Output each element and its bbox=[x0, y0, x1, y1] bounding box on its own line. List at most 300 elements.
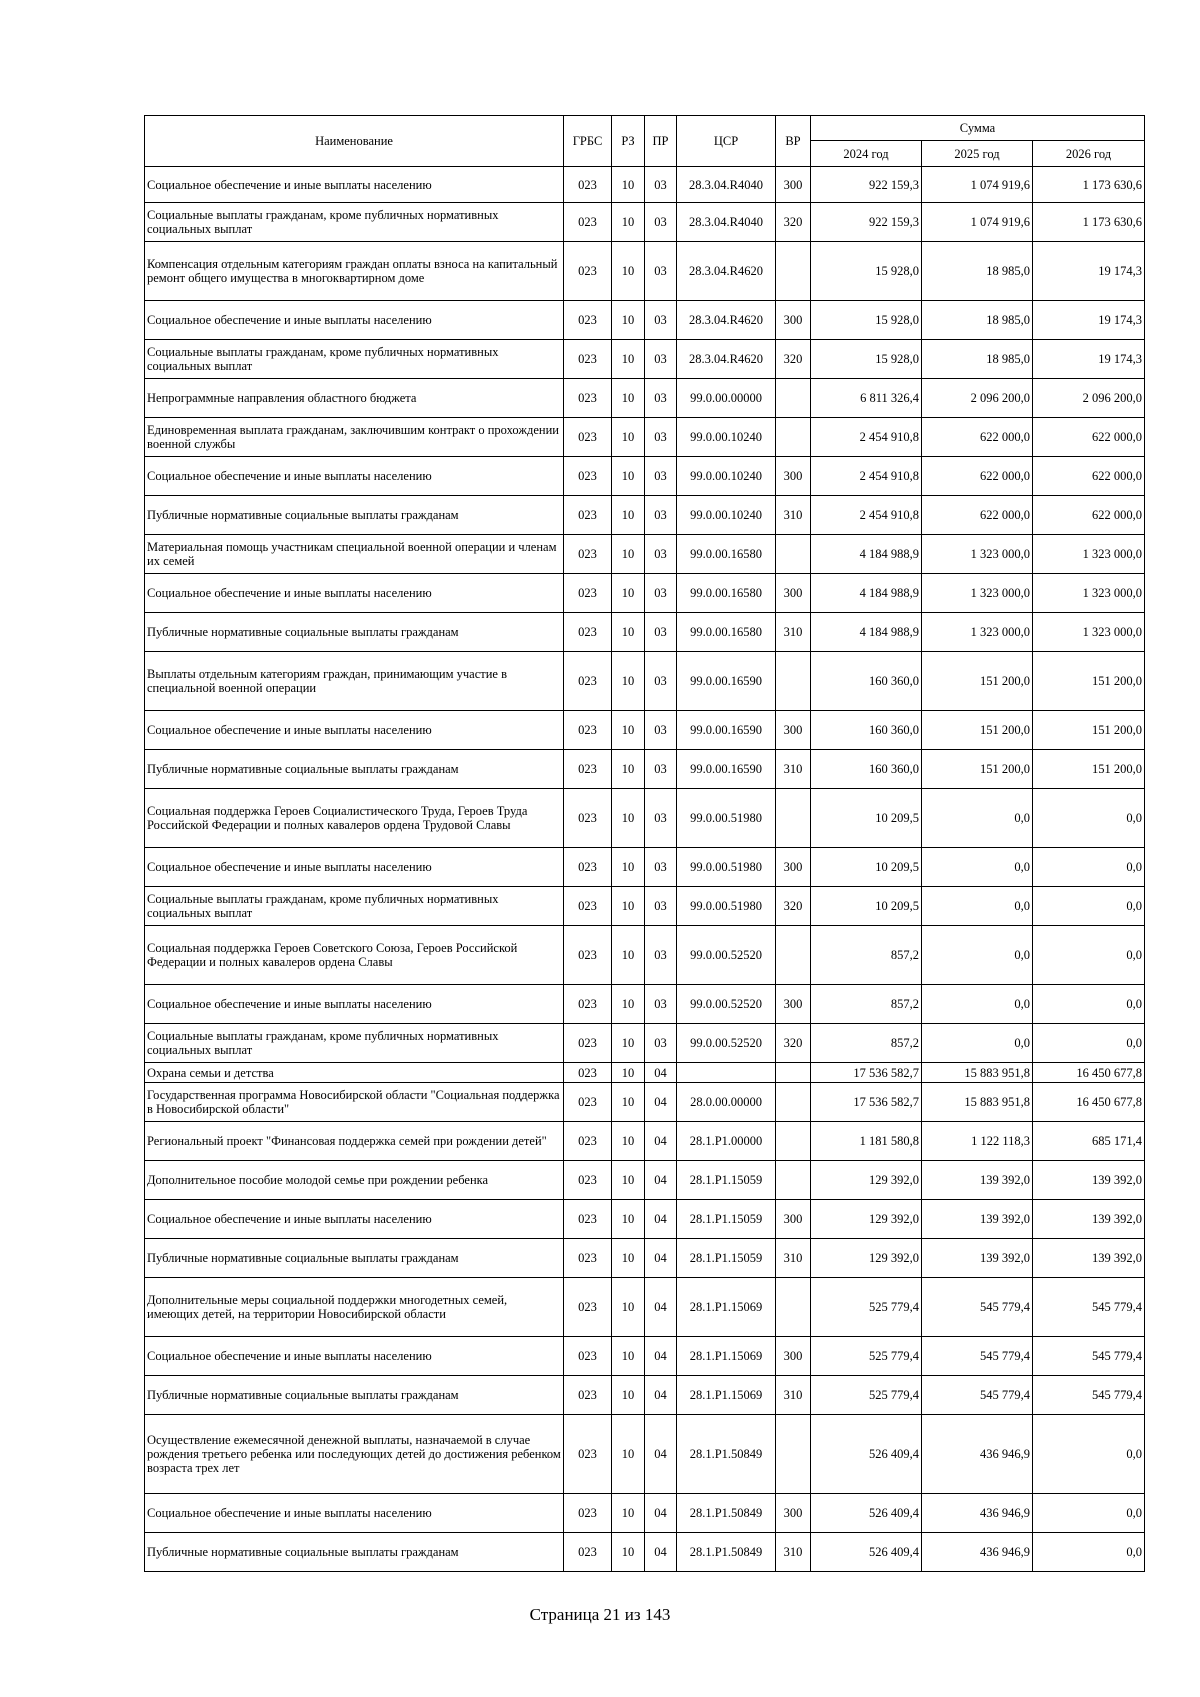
cell-csr: 99.0.00.51980 bbox=[677, 848, 776, 887]
cell-csr: 28.0.00.00000 bbox=[677, 1083, 776, 1122]
table-header bbox=[145, 116, 1145, 167]
table-row bbox=[145, 1376, 1145, 1415]
header-sum: Сумма bbox=[811, 116, 1145, 141]
cell-name: Публичные нормативные социальные выплаты гражданам bbox=[145, 613, 564, 652]
cell-sum-2024: 15 928,0 bbox=[811, 340, 922, 379]
cell-vr: 300 bbox=[776, 167, 811, 203]
cell-rz: 10 bbox=[612, 652, 645, 711]
cell-grbs: 023 bbox=[564, 418, 612, 457]
cell-rz: 10 bbox=[612, 613, 645, 652]
table-row bbox=[145, 926, 1145, 985]
cell-vr bbox=[776, 535, 811, 574]
cell-name: Социальные выплаты гражданам, кроме публичных нормативных социальных выплат bbox=[145, 340, 564, 379]
cell-sum-2025: 1 323 000,0 bbox=[922, 613, 1033, 652]
table-row bbox=[145, 340, 1145, 379]
cell-sum-2025: 545 779,4 bbox=[922, 1278, 1033, 1337]
header-name: Наименование bbox=[145, 116, 564, 167]
table-row bbox=[145, 789, 1145, 848]
cell-sum-2025: 0,0 bbox=[922, 926, 1033, 985]
cell-vr: 310 bbox=[776, 496, 811, 535]
cell-pr: 03 bbox=[645, 887, 677, 926]
cell-sum-2026: 1 173 630,6 bbox=[1033, 167, 1145, 203]
cell-sum-2024: 17 536 582,7 bbox=[811, 1083, 922, 1122]
cell-csr: 28.1.P1.15059 bbox=[677, 1161, 776, 1200]
cell-vr bbox=[776, 1063, 811, 1083]
cell-sum-2024: 1 181 580,8 bbox=[811, 1122, 922, 1161]
cell-sum-2025: 0,0 bbox=[922, 887, 1033, 926]
cell-sum-2026: 622 000,0 bbox=[1033, 418, 1145, 457]
cell-csr bbox=[677, 1063, 776, 1083]
cell-rz: 10 bbox=[612, 1278, 645, 1337]
table-row bbox=[145, 496, 1145, 535]
cell-grbs: 023 bbox=[564, 1533, 612, 1572]
cell-sum-2025: 18 985,0 bbox=[922, 242, 1033, 301]
cell-sum-2024: 2 454 910,8 bbox=[811, 418, 922, 457]
cell-vr bbox=[776, 1278, 811, 1337]
cell-pr: 03 bbox=[645, 848, 677, 887]
cell-sum-2025: 1 074 919,6 bbox=[922, 167, 1033, 203]
cell-pr: 03 bbox=[645, 613, 677, 652]
cell-vr bbox=[776, 242, 811, 301]
table-row bbox=[145, 613, 1145, 652]
cell-name: Социальные выплаты гражданам, кроме публичных нормативных социальных выплат bbox=[145, 1024, 564, 1063]
cell-csr: 28.3.04.R4620 bbox=[677, 340, 776, 379]
cell-name: Социальное обеспечение и иные выплаты населению bbox=[145, 167, 564, 203]
cell-sum-2026: 19 174,3 bbox=[1033, 301, 1145, 340]
cell-rz: 10 bbox=[612, 985, 645, 1024]
cell-pr: 04 bbox=[645, 1337, 677, 1376]
table-row bbox=[145, 1337, 1145, 1376]
table-row bbox=[145, 301, 1145, 340]
cell-name: Социальное обеспечение и иные выплаты населению bbox=[145, 1200, 564, 1239]
cell-sum-2024: 525 779,4 bbox=[811, 1376, 922, 1415]
cell-grbs: 023 bbox=[564, 1161, 612, 1200]
cell-csr: 99.0.00.16580 bbox=[677, 574, 776, 613]
cell-name: Публичные нормативные социальные выплаты гражданам bbox=[145, 1533, 564, 1572]
cell-pr: 03 bbox=[645, 301, 677, 340]
cell-name: Социальная поддержка Героев Социалистического Труда, Героев Труда Российской Федерации и полных кавалеров ордена Трудовой Славы bbox=[145, 789, 564, 848]
cell-sum-2026: 16 450 677,8 bbox=[1033, 1083, 1145, 1122]
cell-sum-2024: 129 392,0 bbox=[811, 1200, 922, 1239]
cell-sum-2026: 139 392,0 bbox=[1033, 1161, 1145, 1200]
header-pr: ПР bbox=[645, 116, 677, 167]
cell-sum-2024: 4 184 988,9 bbox=[811, 535, 922, 574]
cell-csr: 28.1.P1.50849 bbox=[677, 1415, 776, 1494]
cell-name: Социальные выплаты гражданам, кроме публичных нормативных социальных выплат bbox=[145, 203, 564, 242]
cell-pr: 04 bbox=[645, 1063, 677, 1083]
cell-sum-2025: 622 000,0 bbox=[922, 496, 1033, 535]
cell-grbs: 023 bbox=[564, 1376, 612, 1415]
cell-sum-2026: 19 174,3 bbox=[1033, 340, 1145, 379]
cell-csr: 99.0.00.51980 bbox=[677, 887, 776, 926]
cell-sum-2026: 16 450 677,8 bbox=[1033, 1063, 1145, 1083]
table-row bbox=[145, 848, 1145, 887]
cell-sum-2024: 15 928,0 bbox=[811, 242, 922, 301]
cell-rz: 10 bbox=[612, 789, 645, 848]
cell-rz: 10 bbox=[612, 1122, 645, 1161]
cell-sum-2025: 1 323 000,0 bbox=[922, 574, 1033, 613]
table-row bbox=[145, 1122, 1145, 1161]
cell-name: Социальное обеспечение и иные выплаты населению bbox=[145, 301, 564, 340]
cell-sum-2026: 622 000,0 bbox=[1033, 457, 1145, 496]
cell-name: Публичные нормативные социальные выплаты гражданам bbox=[145, 496, 564, 535]
cell-vr bbox=[776, 1122, 811, 1161]
cell-name: Социальное обеспечение и иные выплаты населению bbox=[145, 711, 564, 750]
cell-sum-2025: 436 946,9 bbox=[922, 1494, 1033, 1533]
cell-sum-2025: 18 985,0 bbox=[922, 301, 1033, 340]
cell-vr: 300 bbox=[776, 1494, 811, 1533]
cell-name: Выплаты отдельным категориям граждан, принимающим участие в специальной военной операции bbox=[145, 652, 564, 711]
cell-name: Охрана семьи и детства bbox=[145, 1063, 564, 1083]
table-row bbox=[145, 750, 1145, 789]
table-row bbox=[145, 167, 1145, 203]
cell-name: Дополнительное пособие молодой семье при рождении ребенка bbox=[145, 1161, 564, 1200]
cell-name: Государственная программа Новосибирской области "Социальная поддержка в Новосибирской области" bbox=[145, 1083, 564, 1122]
cell-sum-2025: 1 074 919,6 bbox=[922, 203, 1033, 242]
cell-vr bbox=[776, 379, 811, 418]
cell-name: Социальное обеспечение и иные выплаты населению bbox=[145, 1337, 564, 1376]
cell-grbs: 023 bbox=[564, 887, 612, 926]
cell-sum-2024: 526 409,4 bbox=[811, 1533, 922, 1572]
table-row bbox=[145, 1494, 1145, 1533]
cell-grbs: 023 bbox=[564, 848, 612, 887]
cell-rz: 10 bbox=[612, 1200, 645, 1239]
cell-rz: 10 bbox=[612, 750, 645, 789]
cell-grbs: 023 bbox=[564, 1063, 612, 1083]
cell-sum-2025: 545 779,4 bbox=[922, 1337, 1033, 1376]
table-row bbox=[145, 535, 1145, 574]
cell-sum-2026: 151 200,0 bbox=[1033, 652, 1145, 711]
cell-csr: 28.1.P1.00000 bbox=[677, 1122, 776, 1161]
cell-sum-2025: 139 392,0 bbox=[922, 1239, 1033, 1278]
cell-sum-2026: 622 000,0 bbox=[1033, 496, 1145, 535]
cell-csr: 99.0.00.16590 bbox=[677, 750, 776, 789]
cell-sum-2024: 160 360,0 bbox=[811, 711, 922, 750]
cell-sum-2025: 139 392,0 bbox=[922, 1161, 1033, 1200]
cell-csr: 99.0.00.52520 bbox=[677, 985, 776, 1024]
cell-sum-2025: 0,0 bbox=[922, 985, 1033, 1024]
cell-csr: 28.3.04.R4620 bbox=[677, 242, 776, 301]
cell-sum-2024: 160 360,0 bbox=[811, 652, 922, 711]
cell-vr: 300 bbox=[776, 985, 811, 1024]
cell-name: Единовременная выплата гражданам, заключившим контракт о прохождении военной службы bbox=[145, 418, 564, 457]
cell-rz: 10 bbox=[612, 535, 645, 574]
cell-csr: 28.1.P1.50849 bbox=[677, 1533, 776, 1572]
table-row bbox=[145, 887, 1145, 926]
cell-sum-2024: 526 409,4 bbox=[811, 1415, 922, 1494]
table-body bbox=[145, 167, 1145, 1572]
cell-csr: 99.0.00.16590 bbox=[677, 652, 776, 711]
cell-vr bbox=[776, 789, 811, 848]
cell-grbs: 023 bbox=[564, 340, 612, 379]
cell-name: Дополнительные меры социальной поддержки многодетных семей, имеющих детей, на территории Новосибирской области bbox=[145, 1278, 564, 1337]
cell-sum-2025: 15 883 951,8 bbox=[922, 1063, 1033, 1083]
table-row bbox=[145, 985, 1145, 1024]
cell-rz: 10 bbox=[612, 1161, 645, 1200]
table-row bbox=[145, 457, 1145, 496]
cell-rz: 10 bbox=[612, 1337, 645, 1376]
cell-grbs: 023 bbox=[564, 1415, 612, 1494]
cell-grbs: 023 bbox=[564, 750, 612, 789]
cell-vr: 320 bbox=[776, 1024, 811, 1063]
cell-name: Социальные выплаты гражданам, кроме публичных нормативных социальных выплат bbox=[145, 887, 564, 926]
cell-grbs: 023 bbox=[564, 1122, 612, 1161]
cell-sum-2024: 15 928,0 bbox=[811, 301, 922, 340]
cell-rz: 10 bbox=[612, 418, 645, 457]
cell-vr bbox=[776, 1083, 811, 1122]
cell-csr: 28.1.P1.15059 bbox=[677, 1200, 776, 1239]
cell-grbs: 023 bbox=[564, 1337, 612, 1376]
table-row bbox=[145, 1063, 1145, 1083]
cell-vr: 310 bbox=[776, 1533, 811, 1572]
cell-sum-2026: 1 323 000,0 bbox=[1033, 613, 1145, 652]
cell-sum-2024: 857,2 bbox=[811, 926, 922, 985]
cell-pr: 03 bbox=[645, 496, 677, 535]
cell-csr: 99.0.00.16580 bbox=[677, 535, 776, 574]
cell-name: Социальное обеспечение и иные выплаты населению bbox=[145, 848, 564, 887]
cell-csr: 99.0.00.00000 bbox=[677, 379, 776, 418]
cell-sum-2024: 129 392,0 bbox=[811, 1161, 922, 1200]
cell-vr: 300 bbox=[776, 848, 811, 887]
table-row bbox=[145, 1533, 1145, 1572]
cell-csr: 99.0.00.10240 bbox=[677, 496, 776, 535]
table-row bbox=[145, 711, 1145, 750]
cell-csr: 28.1.P1.15069 bbox=[677, 1337, 776, 1376]
cell-rz: 10 bbox=[612, 1239, 645, 1278]
header-year-2024: 2024 год bbox=[811, 141, 922, 167]
table-row bbox=[145, 1083, 1145, 1122]
cell-pr: 03 bbox=[645, 652, 677, 711]
table-row bbox=[145, 379, 1145, 418]
cell-sum-2025: 436 946,9 bbox=[922, 1415, 1033, 1494]
cell-pr: 04 bbox=[645, 1239, 677, 1278]
cell-name: Социальное обеспечение и иные выплаты населению bbox=[145, 1494, 564, 1533]
cell-pr: 03 bbox=[645, 1024, 677, 1063]
table-row bbox=[145, 652, 1145, 711]
cell-sum-2026: 0,0 bbox=[1033, 1024, 1145, 1063]
cell-rz: 10 bbox=[612, 203, 645, 242]
cell-sum-2026: 545 779,4 bbox=[1033, 1278, 1145, 1337]
cell-sum-2026: 0,0 bbox=[1033, 789, 1145, 848]
cell-rz: 10 bbox=[612, 1533, 645, 1572]
cell-sum-2025: 1 122 118,3 bbox=[922, 1122, 1033, 1161]
cell-sum-2024: 922 159,3 bbox=[811, 203, 922, 242]
cell-rz: 10 bbox=[612, 167, 645, 203]
cell-vr bbox=[776, 1415, 811, 1494]
cell-sum-2024: 857,2 bbox=[811, 985, 922, 1024]
table-row bbox=[145, 1024, 1145, 1063]
cell-sum-2026: 545 779,4 bbox=[1033, 1376, 1145, 1415]
cell-rz: 10 bbox=[612, 340, 645, 379]
cell-csr: 28.3.04.R4620 bbox=[677, 301, 776, 340]
cell-sum-2025: 2 096 200,0 bbox=[922, 379, 1033, 418]
cell-sum-2026: 0,0 bbox=[1033, 848, 1145, 887]
cell-sum-2025: 1 323 000,0 bbox=[922, 535, 1033, 574]
cell-csr: 28.1.P1.15059 bbox=[677, 1239, 776, 1278]
cell-name: Публичные нормативные социальные выплаты гражданам bbox=[145, 1239, 564, 1278]
cell-sum-2024: 525 779,4 bbox=[811, 1337, 922, 1376]
cell-grbs: 023 bbox=[564, 242, 612, 301]
cell-grbs: 023 bbox=[564, 1083, 612, 1122]
cell-name: Компенсация отдельным категориям граждан оплаты взноса на капитальный ремонт общего имущества в многоквартирном доме bbox=[145, 242, 564, 301]
cell-pr: 03 bbox=[645, 711, 677, 750]
cell-pr: 03 bbox=[645, 926, 677, 985]
cell-sum-2026: 685 171,4 bbox=[1033, 1122, 1145, 1161]
cell-name: Осуществление ежемесячной денежной выплаты, назначаемой в случае рождения третьего ребенка или последующих детей до достижения ребенком возраста трех лет bbox=[145, 1415, 564, 1494]
cell-sum-2024: 17 536 582,7 bbox=[811, 1063, 922, 1083]
cell-sum-2024: 6 811 326,4 bbox=[811, 379, 922, 418]
cell-csr: 28.3.04.R4040 bbox=[677, 203, 776, 242]
cell-sum-2026: 1 323 000,0 bbox=[1033, 535, 1145, 574]
cell-sum-2026: 0,0 bbox=[1033, 985, 1145, 1024]
cell-sum-2025: 151 200,0 bbox=[922, 711, 1033, 750]
cell-grbs: 023 bbox=[564, 985, 612, 1024]
cell-grbs: 023 bbox=[564, 496, 612, 535]
cell-name: Социальное обеспечение и иные выплаты населению bbox=[145, 574, 564, 613]
cell-pr: 03 bbox=[645, 418, 677, 457]
cell-grbs: 023 bbox=[564, 301, 612, 340]
cell-sum-2025: 151 200,0 bbox=[922, 750, 1033, 789]
table-row bbox=[145, 1239, 1145, 1278]
cell-vr bbox=[776, 418, 811, 457]
cell-sum-2024: 922 159,3 bbox=[811, 167, 922, 203]
cell-pr: 04 bbox=[645, 1083, 677, 1122]
cell-sum-2024: 857,2 bbox=[811, 1024, 922, 1063]
cell-sum-2024: 129 392,0 bbox=[811, 1239, 922, 1278]
cell-sum-2026: 0,0 bbox=[1033, 1415, 1145, 1494]
cell-rz: 10 bbox=[612, 711, 645, 750]
cell-pr: 03 bbox=[645, 985, 677, 1024]
cell-sum-2026: 0,0 bbox=[1033, 887, 1145, 926]
cell-rz: 10 bbox=[612, 301, 645, 340]
cell-grbs: 023 bbox=[564, 652, 612, 711]
cell-sum-2026: 151 200,0 bbox=[1033, 750, 1145, 789]
cell-rz: 10 bbox=[612, 242, 645, 301]
cell-sum-2026: 0,0 bbox=[1033, 926, 1145, 985]
cell-grbs: 023 bbox=[564, 457, 612, 496]
cell-sum-2024: 526 409,4 bbox=[811, 1494, 922, 1533]
cell-rz: 10 bbox=[612, 887, 645, 926]
cell-pr: 03 bbox=[645, 789, 677, 848]
cell-sum-2026: 1 173 630,6 bbox=[1033, 203, 1145, 242]
cell-vr bbox=[776, 652, 811, 711]
cell-name: Региональный проект "Финансовая поддержка семей при рождении детей" bbox=[145, 1122, 564, 1161]
cell-pr: 04 bbox=[645, 1494, 677, 1533]
cell-vr: 310 bbox=[776, 750, 811, 789]
cell-name: Непрограммные направления областного бюджета bbox=[145, 379, 564, 418]
cell-sum-2026: 139 392,0 bbox=[1033, 1239, 1145, 1278]
cell-sum-2026: 2 096 200,0 bbox=[1033, 379, 1145, 418]
budget-table bbox=[144, 115, 1145, 1572]
cell-sum-2024: 10 209,5 bbox=[811, 887, 922, 926]
cell-vr: 320 bbox=[776, 340, 811, 379]
cell-sum-2026: 545 779,4 bbox=[1033, 1337, 1145, 1376]
cell-name: Социальная поддержка Героев Советского Союза, Героев Российской Федерации и полных кавалеров ордена Славы bbox=[145, 926, 564, 985]
cell-pr: 03 bbox=[645, 242, 677, 301]
cell-csr: 28.1.P1.50849 bbox=[677, 1494, 776, 1533]
cell-grbs: 023 bbox=[564, 926, 612, 985]
cell-rz: 10 bbox=[612, 496, 645, 535]
cell-csr: 99.0.00.52520 bbox=[677, 926, 776, 985]
cell-name: Публичные нормативные социальные выплаты гражданам bbox=[145, 750, 564, 789]
cell-grbs: 023 bbox=[564, 1024, 612, 1063]
cell-grbs: 023 bbox=[564, 203, 612, 242]
cell-pr: 03 bbox=[645, 457, 677, 496]
cell-csr: 28.3.04.R4040 bbox=[677, 167, 776, 203]
cell-vr: 300 bbox=[776, 1200, 811, 1239]
cell-pr: 04 bbox=[645, 1533, 677, 1572]
cell-vr: 320 bbox=[776, 203, 811, 242]
cell-rz: 10 bbox=[612, 457, 645, 496]
cell-csr: 99.0.00.16590 bbox=[677, 711, 776, 750]
table-row bbox=[145, 1200, 1145, 1239]
cell-vr: 300 bbox=[776, 1337, 811, 1376]
cell-vr: 300 bbox=[776, 574, 811, 613]
cell-grbs: 023 bbox=[564, 613, 612, 652]
cell-pr: 04 bbox=[645, 1161, 677, 1200]
cell-grbs: 023 bbox=[564, 1200, 612, 1239]
cell-rz: 10 bbox=[612, 1063, 645, 1083]
cell-sum-2024: 160 360,0 bbox=[811, 750, 922, 789]
cell-sum-2026: 19 174,3 bbox=[1033, 242, 1145, 301]
header-csr: ЦСР bbox=[677, 116, 776, 167]
cell-sum-2025: 15 883 951,8 bbox=[922, 1083, 1033, 1122]
header-grbs: ГРБС bbox=[564, 116, 612, 167]
cell-sum-2026: 1 323 000,0 bbox=[1033, 574, 1145, 613]
table-row bbox=[145, 418, 1145, 457]
header-year-2026: 2026 год bbox=[1033, 141, 1145, 167]
cell-rz: 10 bbox=[612, 1083, 645, 1122]
cell-grbs: 023 bbox=[564, 379, 612, 418]
cell-vr: 300 bbox=[776, 457, 811, 496]
cell-pr: 04 bbox=[645, 1278, 677, 1337]
cell-name: Публичные нормативные социальные выплаты гражданам bbox=[145, 1376, 564, 1415]
cell-pr: 04 bbox=[645, 1376, 677, 1415]
cell-vr: 320 bbox=[776, 887, 811, 926]
cell-csr: 28.1.P1.15069 bbox=[677, 1278, 776, 1337]
table-row bbox=[145, 1415, 1145, 1494]
cell-vr: 300 bbox=[776, 301, 811, 340]
cell-rz: 10 bbox=[612, 1024, 645, 1063]
table-row bbox=[145, 1278, 1145, 1337]
cell-sum-2024: 10 209,5 bbox=[811, 848, 922, 887]
cell-pr: 03 bbox=[645, 750, 677, 789]
cell-sum-2025: 545 779,4 bbox=[922, 1376, 1033, 1415]
cell-pr: 04 bbox=[645, 1200, 677, 1239]
cell-vr: 310 bbox=[776, 1376, 811, 1415]
cell-rz: 10 bbox=[612, 848, 645, 887]
cell-pr: 03 bbox=[645, 574, 677, 613]
cell-csr: 28.1.P1.15069 bbox=[677, 1376, 776, 1415]
cell-vr: 310 bbox=[776, 1239, 811, 1278]
cell-pr: 03 bbox=[645, 340, 677, 379]
cell-vr bbox=[776, 1161, 811, 1200]
table-row bbox=[145, 1161, 1145, 1200]
cell-pr: 04 bbox=[645, 1122, 677, 1161]
cell-sum-2024: 4 184 988,9 bbox=[811, 574, 922, 613]
cell-csr: 99.0.00.10240 bbox=[677, 457, 776, 496]
cell-rz: 10 bbox=[612, 574, 645, 613]
cell-sum-2026: 139 392,0 bbox=[1033, 1200, 1145, 1239]
cell-sum-2025: 436 946,9 bbox=[922, 1533, 1033, 1572]
cell-sum-2026: 0,0 bbox=[1033, 1494, 1145, 1533]
cell-name: Материальная помощь участникам специальной военной операции и членам их семей bbox=[145, 535, 564, 574]
cell-sum-2026: 151 200,0 bbox=[1033, 711, 1145, 750]
cell-grbs: 023 bbox=[564, 711, 612, 750]
header-year-2025: 2025 год bbox=[922, 141, 1033, 167]
cell-sum-2025: 18 985,0 bbox=[922, 340, 1033, 379]
cell-rz: 10 bbox=[612, 926, 645, 985]
